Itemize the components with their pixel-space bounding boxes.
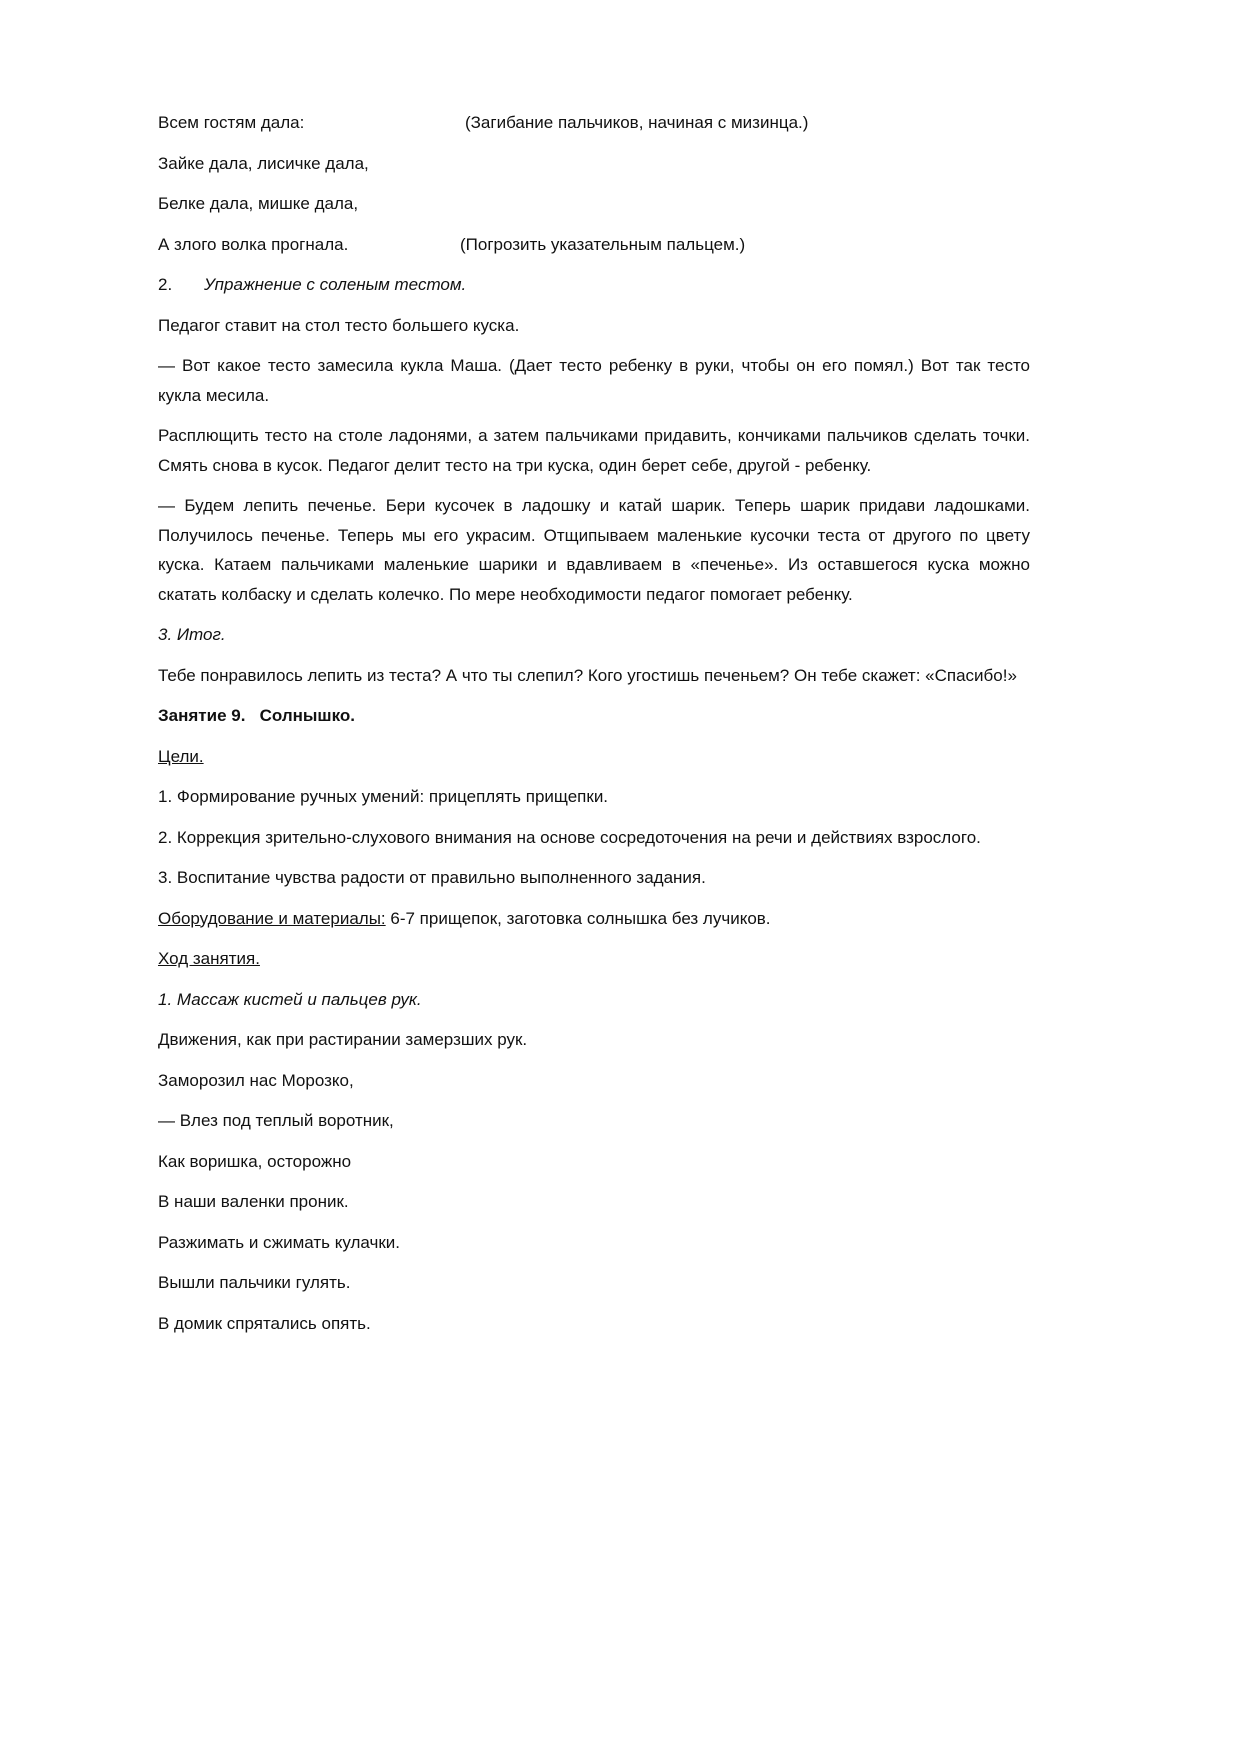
document-page xyxy=(158,108,1030,1349)
paragraph: Педагог ставит на стол тесто большего куска. xyxy=(158,315,520,335)
paragraph: — Вот какое тесто замесила кукла Маша. (Дает тесто ребенку в руки, чтобы он его помял.) Вот так тесто кукла месила. xyxy=(158,356,1030,405)
goal-item: 3. Воспитание чувства радости от правильно выполненного задания. xyxy=(158,868,706,887)
stage-direction: (Погрозить указательным пальцем.) xyxy=(460,234,746,254)
paragraph: Тебе понравилось лепить из теста? А что ты слепил? Кого угостишь печеньем? Он тебе скажет: «Спасибо!» xyxy=(158,665,1017,685)
paragraph: — Будем лепить печенье. Бери кусочек в ладошку и катай шарик. Теперь шарик придави ладошками. Получилось печенье. Теперь мы его украсим. Отщипываем маленькие кусочки теста от другого по цвету куска. Катаем пальчиками маленькие шарики и вдавливаем в «печенье». Из оставшегося куска можно скатать колбаску и сделать колечко. По мере необходимости педагог помогает ребенку. xyxy=(158,496,1030,604)
equipment-label: Оборудование и материалы: xyxy=(158,908,386,928)
equipment xyxy=(158,904,1030,934)
verse-line: Вышли пальчики гулять. xyxy=(158,1273,351,1292)
stage-direction: (Загибание пальчиков, начиная с мизинца.) xyxy=(465,113,809,132)
verse-line: Как воришка, осторожно xyxy=(158,1151,352,1171)
goals-heading: Цели. xyxy=(158,746,204,766)
verse-line: — Влез под теплый воротник, xyxy=(158,1111,394,1130)
goal-item: 1. Формирование ручных умений: прицеплять прищепки. xyxy=(158,787,609,806)
exercise-number: 2. xyxy=(158,275,173,294)
verse-line: В домик спрятались опять. xyxy=(158,1313,371,1333)
verse-line: Зайке дала, лисичке дала, xyxy=(158,153,369,173)
paragraph: Движения, как при растирании замерзших рук. xyxy=(158,1030,528,1049)
verse-line xyxy=(158,108,1030,138)
exercise-title: Упражнение с соленым тестом. xyxy=(204,275,467,294)
exercise-heading xyxy=(158,270,1030,300)
verse-line: В наши валенки проник. xyxy=(158,1192,349,1211)
paragraph: Расплющить тесто на столе ладонями, а затем пальчиками придавить, кончиками пальчиков сделать точки. Смять снова в кусок. Педагог делит тесто на три куска, один берет себе, другой - ребенку. xyxy=(158,426,1030,475)
verse-line xyxy=(158,230,1030,260)
lesson-title: Занятие 9. Солнышко. xyxy=(158,706,355,725)
exercise-heading: 1. Массаж кистей и пальцев рук. xyxy=(158,989,422,1009)
paragraph: Разжимать и сжимать кулачки. xyxy=(158,1232,401,1252)
verse-line: Заморозил нас Морозко, xyxy=(158,1070,354,1090)
course-heading: Ход занятия. xyxy=(158,949,260,968)
section-heading-itog: 3. Итог. xyxy=(158,625,226,644)
equipment-text: 6-7 прищепок, заготовка солнышка без лучиков. xyxy=(385,908,771,928)
goal-item: 2. Коррекция зрительно-слухового внимания на основе сосредоточения на речи и действиях взрослого. xyxy=(158,827,981,847)
verse-text: Всем гостям дала: xyxy=(158,113,305,132)
verse-line: Белке дала, мишке дала, xyxy=(158,194,359,213)
verse-text: А злого волка прогнала. xyxy=(158,234,349,254)
